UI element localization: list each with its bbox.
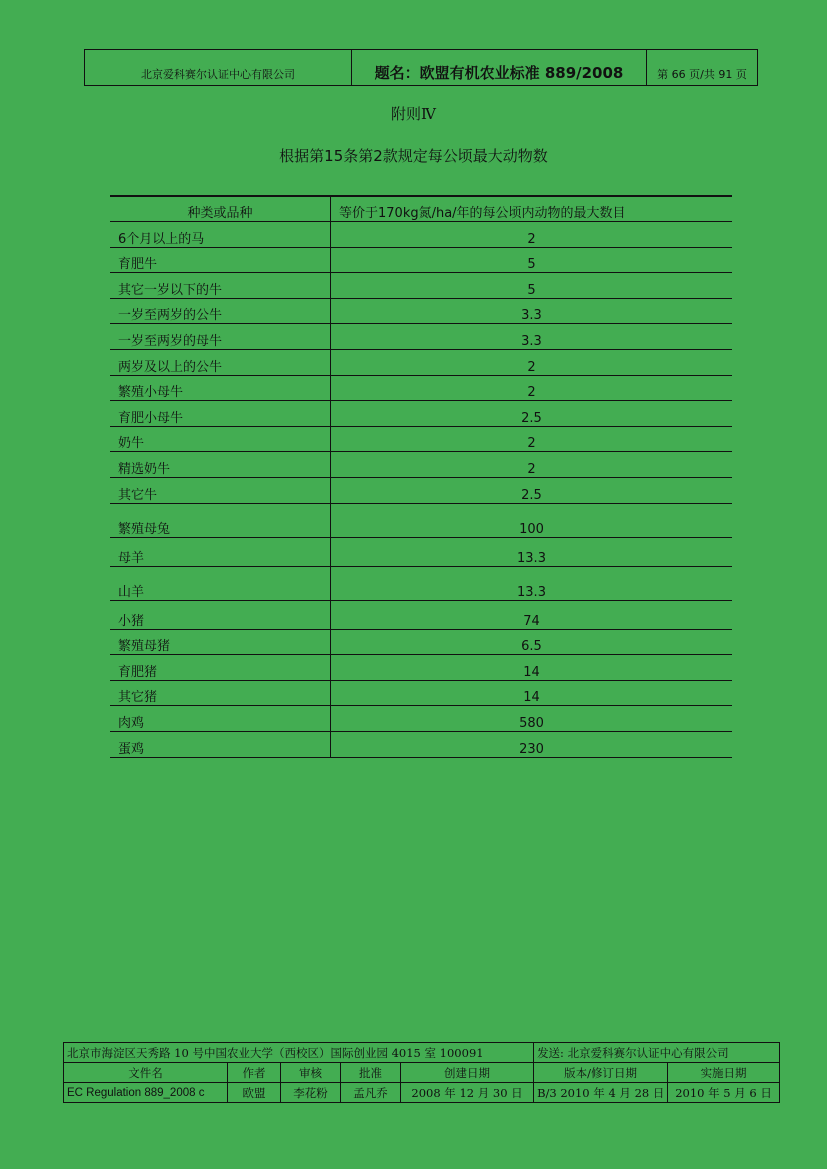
value-cell: 3.3 bbox=[331, 324, 733, 350]
column-header-species: 种类或品种 bbox=[110, 196, 331, 222]
footer-labels-row bbox=[64, 1063, 780, 1083]
species-cell: 其它一岁以下的牛 bbox=[110, 273, 331, 299]
table-row bbox=[110, 222, 732, 248]
species-cell: 一岁至两岁的公牛 bbox=[110, 298, 331, 324]
value-cell: 6.5 bbox=[331, 629, 733, 655]
footer-approver: 孟凡乔 bbox=[341, 1083, 401, 1103]
table-row bbox=[110, 247, 732, 273]
footer-address-row bbox=[64, 1043, 780, 1063]
annex-title: 附则Ⅳ bbox=[391, 105, 436, 123]
species-cell: 一岁至两岁的母牛 bbox=[110, 324, 331, 350]
table-row bbox=[110, 655, 732, 681]
table-row bbox=[110, 452, 732, 478]
table-row bbox=[110, 375, 732, 401]
table-row bbox=[110, 401, 732, 427]
footer-label-created: 创建日期 bbox=[401, 1063, 534, 1083]
table-subtitle: 根据第15条第2款规定每公顷最大动物数 bbox=[279, 147, 548, 165]
value-cell: 74 bbox=[331, 600, 733, 629]
value-cell: 2.5 bbox=[331, 477, 733, 503]
species-cell: 其它猪 bbox=[110, 680, 331, 706]
footer-label-effective: 实施日期 bbox=[668, 1063, 780, 1083]
species-cell: 繁殖小母牛 bbox=[110, 375, 331, 401]
footer-revision-date: B/3 2010 年 4 月 28 日 bbox=[534, 1083, 668, 1103]
livestock-density-table bbox=[110, 195, 732, 758]
table-row bbox=[110, 349, 732, 375]
species-cell: 蛋鸡 bbox=[110, 731, 331, 757]
value-cell: 580 bbox=[331, 706, 733, 732]
page-header bbox=[84, 49, 758, 86]
footer-filename: EC Regulation 889_2008 c bbox=[64, 1083, 228, 1103]
footer-created-date: 2008 年 12 月 30 日 bbox=[401, 1083, 534, 1103]
footer-label-reviewer: 审核 bbox=[281, 1063, 341, 1083]
value-cell: 5 bbox=[331, 247, 733, 273]
species-cell: 其它牛 bbox=[110, 477, 331, 503]
footer-values-row bbox=[64, 1083, 780, 1103]
species-cell: 小猪 bbox=[110, 600, 331, 629]
table-row bbox=[110, 566, 732, 600]
table-row bbox=[110, 273, 732, 299]
table-row bbox=[110, 537, 732, 566]
value-cell: 13.3 bbox=[331, 537, 733, 566]
footer-label-filename: 文件名 bbox=[64, 1063, 228, 1083]
value-cell: 2 bbox=[331, 349, 733, 375]
header-title: 题名：欧盟有机农业标准 889/2008 bbox=[352, 50, 647, 86]
footer-effective-date: 2010 年 5 月 6 日 bbox=[668, 1083, 780, 1103]
value-cell: 2 bbox=[331, 426, 733, 452]
table-header-row bbox=[110, 196, 732, 222]
table-row bbox=[110, 426, 732, 452]
species-cell: 奶牛 bbox=[110, 426, 331, 452]
table-row bbox=[110, 298, 732, 324]
table-row bbox=[110, 324, 732, 350]
value-cell: 100 bbox=[331, 503, 733, 537]
footer-label-approver: 批准 bbox=[341, 1063, 401, 1083]
value-cell: 13.3 bbox=[331, 566, 733, 600]
value-cell: 5 bbox=[331, 273, 733, 299]
footer-reviewer: 李花粉 bbox=[281, 1083, 341, 1103]
species-cell: 育肥小母牛 bbox=[110, 401, 331, 427]
header-company: 北京爱科赛尔认证中心有限公司 bbox=[85, 50, 352, 86]
footer-label-author: 作者 bbox=[228, 1063, 281, 1083]
value-cell: 2 bbox=[331, 222, 733, 248]
page-footer bbox=[63, 1042, 780, 1103]
value-cell: 2.5 bbox=[331, 401, 733, 427]
column-header-max-number: 等价于170kg氮/ha/年的每公顷内动物的最大数目 bbox=[331, 196, 733, 222]
species-cell: 繁殖母猪 bbox=[110, 629, 331, 655]
table-row bbox=[110, 706, 732, 732]
value-cell: 2 bbox=[331, 375, 733, 401]
footer-label-revision: 版本/修订日期 bbox=[534, 1063, 668, 1083]
species-cell: 两岁及以上的公牛 bbox=[110, 349, 331, 375]
species-cell: 山羊 bbox=[110, 566, 331, 600]
header-page-number: 第 66 页/共 91 页 bbox=[647, 50, 758, 86]
table-row bbox=[110, 680, 732, 706]
table-row bbox=[110, 477, 732, 503]
footer-author: 欧盟 bbox=[228, 1083, 281, 1103]
species-cell: 母羊 bbox=[110, 537, 331, 566]
footer-address: 北京市海淀区天秀路 10 号中国农业大学（西校区）国际创业园 4015 室 100091 bbox=[64, 1043, 534, 1063]
value-cell: 14 bbox=[331, 680, 733, 706]
species-cell: 育肥猪 bbox=[110, 655, 331, 681]
table-row bbox=[110, 629, 732, 655]
value-cell: 230 bbox=[331, 731, 733, 757]
species-cell: 繁殖母兔 bbox=[110, 503, 331, 537]
value-cell: 3.3 bbox=[331, 298, 733, 324]
table-row bbox=[110, 600, 732, 629]
species-cell: 育肥牛 bbox=[110, 247, 331, 273]
table-row bbox=[110, 503, 732, 537]
species-cell: 精选奶牛 bbox=[110, 452, 331, 478]
table-row bbox=[110, 731, 732, 757]
footer-sent-to: 发送: 北京爱科赛尔认证中心有限公司 bbox=[534, 1043, 780, 1063]
species-cell: 肉鸡 bbox=[110, 706, 331, 732]
species-cell: 6个月以上的马 bbox=[110, 222, 331, 248]
value-cell: 2 bbox=[331, 452, 733, 478]
value-cell: 14 bbox=[331, 655, 733, 681]
